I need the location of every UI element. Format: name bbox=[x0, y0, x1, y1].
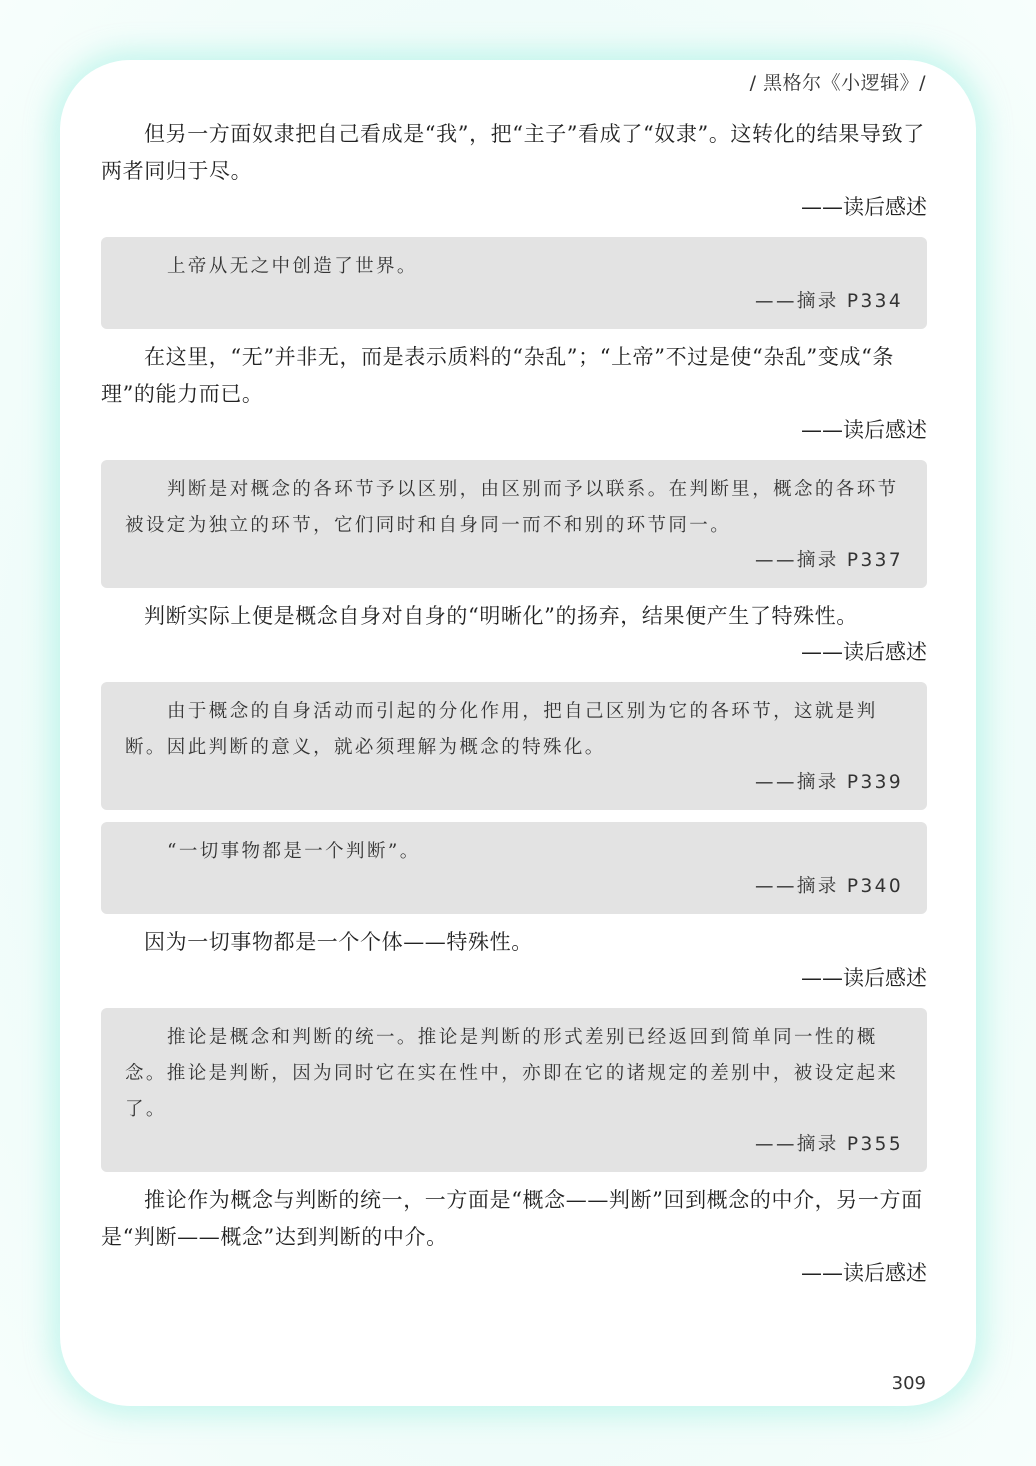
excerpt-box bbox=[101, 682, 927, 810]
excerpt-source: ——摘录 P355 bbox=[755, 1134, 903, 1155]
commentary-paragraph: 因为一切事物都是一个个体——特殊性。 bbox=[144, 930, 533, 954]
excerpt-box bbox=[101, 1008, 927, 1172]
excerpt-box bbox=[101, 822, 927, 914]
running-header: / 黑格尔《小逻辑》/ bbox=[749, 72, 926, 94]
excerpt-source: ——摘录 P337 bbox=[755, 550, 903, 571]
page-number: 309 bbox=[891, 1373, 926, 1394]
excerpt-text: 由于概念的自身活动而引起的分化作用，把自己区别为它的各环节，这就是判断。因此判断的意义，就必须理解为概念的特殊化。 bbox=[125, 701, 878, 758]
excerpt-text: “一切事物都是一个判断”。 bbox=[167, 841, 421, 862]
excerpt-source: ——摘录 P334 bbox=[755, 291, 903, 312]
excerpt-box bbox=[101, 237, 927, 329]
commentary-signature: ——读后感述 bbox=[801, 1261, 927, 1285]
excerpt-text: 判断是对概念的各环节予以区别，由区别而予以联系。在判断里，概念的各环节被设定为独立的环节，它们同时和自身同一而不和别的环节同一。 bbox=[125, 479, 899, 536]
excerpt-source: ——摘录 P340 bbox=[755, 876, 903, 897]
commentary-paragraph: 推论作为概念与判断的统一，一方面是“概念——判断”回到概念的中介，另一方面是“判断——概念”达到判断的中介。 bbox=[101, 1188, 923, 1249]
book-page bbox=[60, 60, 976, 1406]
excerpt-text: 推论是概念和判断的统一。推论是判断的形式差别已经返回到简单同一性的概念。推论是判断，因为同时它在实在性中，亦即在它的诸规定的差别中，被设定起来了。 bbox=[125, 1027, 899, 1120]
commentary-paragraph: 但另一方面奴隶把自己看成是“我”，把“主子”看成了“奴隶”。这转化的结果导致了两者同归于尽。 bbox=[101, 122, 925, 183]
commentary-paragraph: 判断实际上便是概念自身对自身的“明晰化”的扬弃，结果便产生了特殊性。 bbox=[144, 604, 858, 628]
excerpt-box bbox=[101, 460, 927, 588]
commentary-signature: ——读后感述 bbox=[801, 195, 927, 219]
commentary-signature: ——读后感述 bbox=[801, 640, 927, 664]
commentary-signature: ——读后感述 bbox=[801, 966, 927, 990]
excerpt-source: ——摘录 P339 bbox=[755, 772, 903, 793]
commentary-paragraph: 在这里，“无”并非无，而是表示质料的“杂乱”；“上帝”不过是使“杂乱”变成“条理”的能力而已。 bbox=[101, 345, 895, 406]
commentary-signature: ——读后感述 bbox=[801, 418, 927, 442]
page-content bbox=[101, 116, 927, 1301]
excerpt-text: 上帝从无之中创造了世界。 bbox=[167, 256, 418, 277]
